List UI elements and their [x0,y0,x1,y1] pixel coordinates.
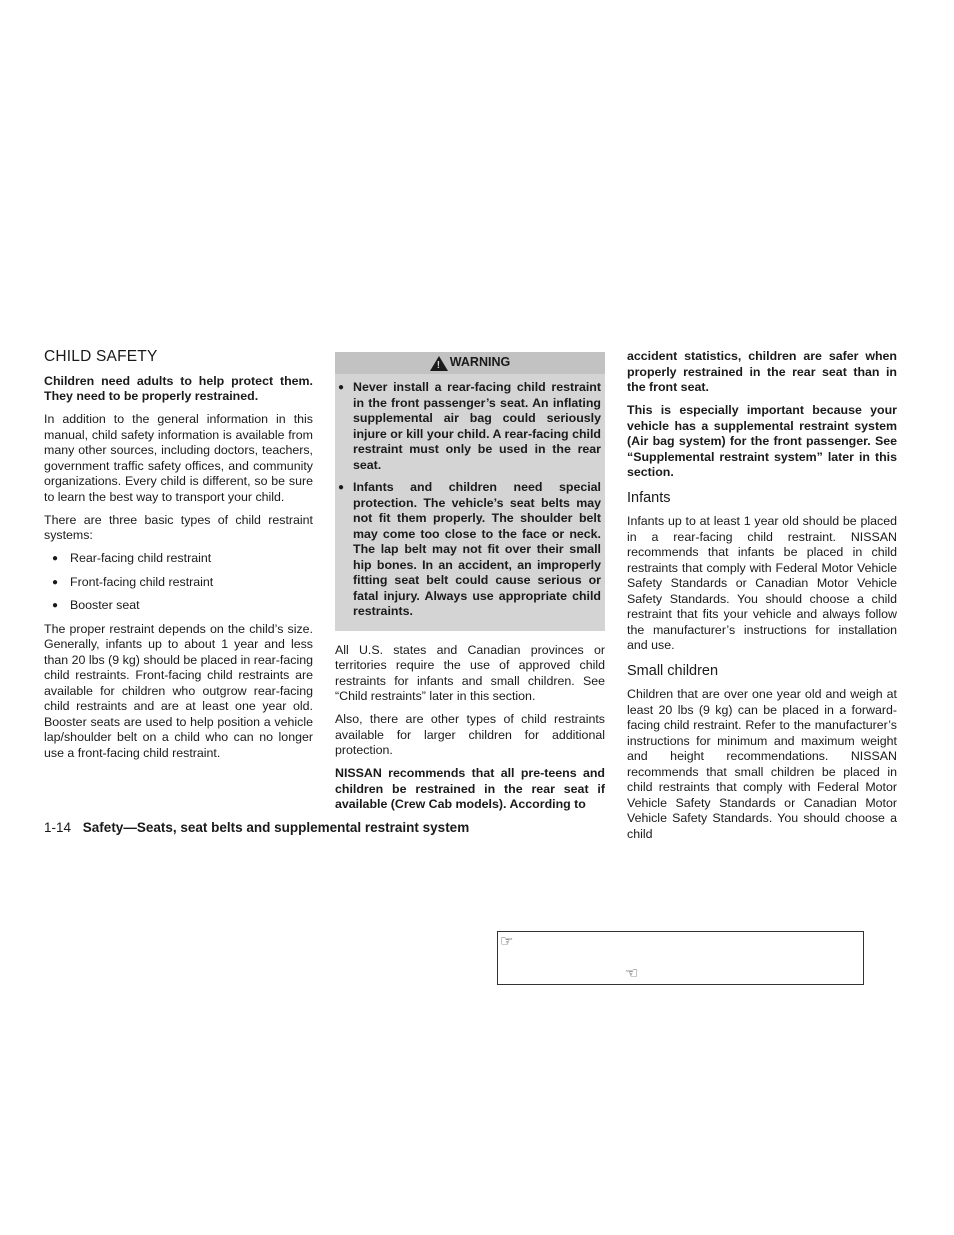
bold-paragraph: NISSAN recommends that all pre-teens and children be restrained in the rear seat if available (Crew Cab models). According to [335,766,605,811]
list-item: ● Rear-facing child restraint [44,551,313,567]
section-heading: CHILD SAFETY [44,348,158,365]
page-footer [44,820,469,835]
list-item: ● Front-facing child restraint [44,575,313,591]
paragraph: There are three basic types of child restraint systems: [44,512,313,542]
warning-item: ● Infants and children need special protection. The vehicle’s seat belts may not fit them properly. The shoulder belt may come too close to the face or neck. The lap belt may not fit over their small hip bones. In an accident, an improperly fitting seat belt could cause serious or fatal injury. Always use appropriate child restraints. [338,480,601,620]
footer-section-title: Safety—Seats, seat belts and supplemental restraint system [82,820,470,835]
column-right [627,349,897,850]
pointing-hand-icon: ☞ [500,933,514,950]
bold-paragraph: accident statistics, children are safer when properly restrained in the rear seat than in the front seat. [627,349,897,394]
bold-paragraph: This is especially important because your vehicle has a supplemental restraint system (Air bag system) for the front passenger. See “Supplemental restraint system” later in this section. [627,403,897,479]
warning-list [338,380,601,620]
page-number: 1-14 [44,820,72,835]
warning-triangle-icon [430,356,448,371]
paragraph: Also, there are other types of child restraints available for larger children for additional protection. [335,712,605,757]
paragraph: In addition to the general information in this manual, child safety information is available from many other sources, including doctors, teachers, government traffic safety offices, and community organizations. Every child is different, so be sure to learn the best way to transport your child. [44,412,313,504]
subheading-infants: Infants [627,489,671,506]
intro-bold-paragraph: Children need adults to help protect them. They need to be properly restrained. [44,373,313,403]
warning-item: ● Never install a rear-facing child restraint in the front passenger’s seat. An inflating supplemental air bag could seriously injure or kill your child. A rear-facing child restraint must only be used in the rear seat. [338,380,601,473]
column-middle [335,352,605,820]
restraint-types-list [44,551,313,614]
paragraph: The proper restraint depends on the child’s size. Generally, infants up to about 1 year and less than 20 lbs (9 kg) should be placed in rear-facing child restraints. Front-facing child restraints are available for children who outgrow rear-facing child restraints and are at least one year old. Booster seats are used to help position a vehicle lap/shoulder belt on a child who can no longer use a front-facing child restraint. [44,621,313,760]
subheading-small-children: Small children [627,662,719,679]
warning-title: WARNING [449,355,511,370]
list-item: ● Booster seat [44,598,313,614]
note-box [497,931,864,985]
column-left [44,349,313,769]
pointing-hand-icon: ☜ [625,965,639,982]
paragraph: Infants up to at least 1 year old should be placed in a rear-facing child restraint. NISSAN recommends that infants be placed in child restraints that comply with Federal Motor Vehicle Safety Standards or Canadian Motor Vehicle Safety Standards. You should choose a child restraint that fits your vehicle and always follow the manufacturer’s instructions for installation and use. [627,514,897,652]
warning-header [335,352,605,374]
paragraph: All U.S. states and Canadian provinces or territories require the use of approved child restraints for infants and small children. See “Child restraints” later in this section. [335,642,605,703]
paragraph: Children that are over one year old and weigh at least 20 lbs (9 kg) can be placed in a forward-facing child restraint. Refer to the manufacturer’s instructions for minimum and maximum weight and height recommendations. NISSAN recommends that small children be placed in child restraints that comply with Federal Motor Vehicle Safety Standards or Canadian Motor Vehicle Safety Standards. You should choose a child [627,687,897,841]
warning-box [335,352,605,631]
